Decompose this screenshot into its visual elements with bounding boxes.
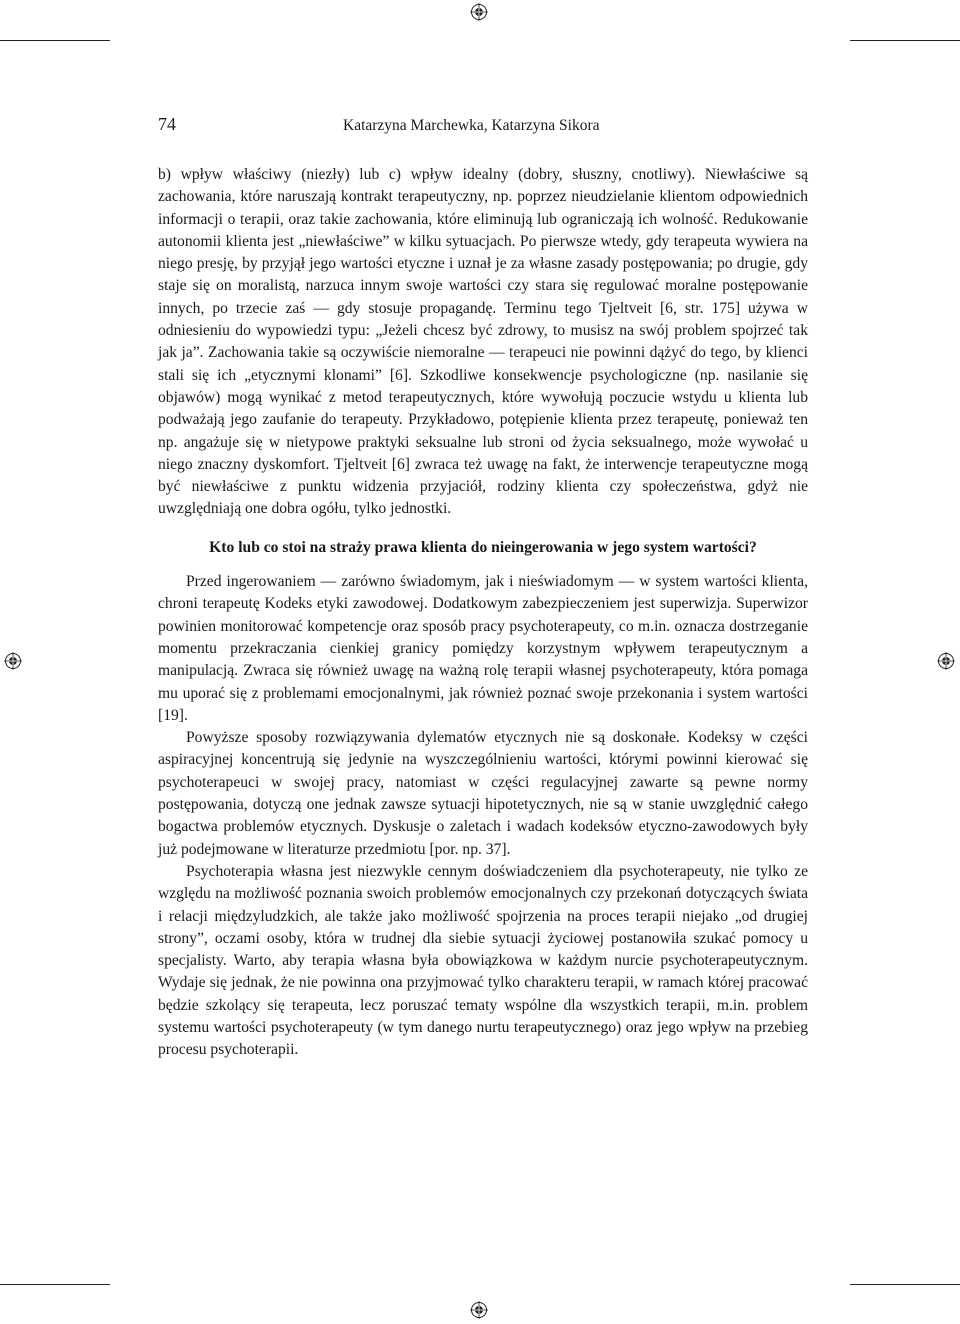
running-head-authors: Katarzyna Marchewka, Katarzyna Sikora — [343, 117, 600, 134]
section-heading: Kto lub co stoi na straży prawa klienta do nieingerowania w jego system wartości? — [209, 538, 757, 556]
paragraph-3: Powyższe sposoby rozwiązywania dylematów etycznych nie są doskonałe. Kodeksy w części aspiracyjnej koncentrują się jedynie na wyszczególnieniu wartości, którymi powinni kierować się psychoterapeuci w swojej pracy, natomiast w części regulacyjnej zawarte są pewne normy postępowania, dotyczą one jednak zawsze sytuacji hipotetycznych, nie są w stanie uwzględnić całego bogactwa problemów etycznych. Dyskusje o zaletach i wadach kodeksów etyczno-zawodowych były już podejmowane w literaturze przedmiotu [por. np. 37]. — [158, 729, 808, 858]
page-number: 74 — [158, 114, 176, 134]
registration-mark-bottom-icon — [470, 1301, 488, 1319]
crop-mark-bottom-right — [850, 1284, 960, 1285]
registration-mark-top-icon — [470, 3, 488, 21]
paragraph-2: Przed ingerowaniem — zarówno świadomym, jak i nieświadomym — w system wartości klienta, chroni terapeutę Kodeks etyki zawodowej. Dodatkowym zabezpieczeniem jest superwizja. Superwizor powinien monitorować kompetencje oraz sposób pracy psychoterapeuty, co m.in. oznacza dostrzeganie momentu przekraczania cienkiej granicy pomiędzy korzystnym wpływem terapeutycznym a manipulacją. Zwraca się również uwagę na ważną rolę terapii własnej psychoterapeuty, która pomaga mu uporać się z problemami emocjonalnymi, jak również poznać swoje przekonania i system wartości [19]. — [158, 573, 808, 724]
crop-mark-top-right — [850, 40, 960, 41]
page-header — [158, 114, 808, 140]
body-text — [158, 164, 808, 1062]
paragraph-1: b) wpływ właściwy (niezły) lub c) wpływ idealny (dobry, słuszny, cnotliwy). Niewłaściwe są zachowania, które naruszają kontrakt terapeutyczny, np. poprzez nieudzielanie klientom odpowiednich informacji o terapii, oraz takie zachowania, które eliminują lub ograniczają ich wolność. Redukowanie autonomii klienta jest „niewłaściwe” w kilku sytuacjach. Po pierwsze wtedy, gdy terapeuta wywiera na niego presję, by przyjął jego wartości etyczne i uznał je za własne zasady postępowania; po drugie, gdy staje się on moralistą, narzuca innym swoje wartości czy stara się regulować moralne postępowanie innych, po trzecie zaś — gdy stosuje propagandę. Terminu tego Tjeltveit [6, str. 175] używa w odniesieniu do wypowiedzi typu: „Jeżeli chcesz być zdrowy, to musisz na swój problem spojrzeć tak jak ja”. Zachowania takie są oczywiście niemoralne — terapeuci nie powinni dążyć do tego, by klienci stali się ich „etycznymi klonami” [6]. Szkodliwe konsekwencje psychologiczne (np. nasilanie się objawów) mogą wynikać z metod terapeutycznych, które wywołują poczucie wstydu u klienta lub podważają jego zaufanie do terapeuty. Przykładowo, potępienie klienta przez terapeutę, ponieważ ten np. angażuje się w nietypowe praktyki seksualne lub stroni od życia seksualnego, może wywołać u niego znaczny dyskomfort. Tjeltveit [6] zwraca też uwagę na fakt, że interwencje terapeutyczne mogą być niewłaściwe z punktu widzenia przyjaciół, rodziny klienta czy społeczeństwa, gdyż nie uwzględniają one dobra ogółu, tylko jednostki. — [158, 166, 808, 518]
paragraph-4: Psychoterapia własna jest niezwykle cennym doświadczeniem dla psychoterapeuty, nie tylko ze względu na możliwość poznania swoich problemów emocjonalnych czy przekonań dotyczących świata i relacji międzyludzkich, ale także jako możliwość spojrzenia na proces terapii niejako „od drugiej strony”, oczami osoby, która w trudnej dla siebie sytuacji życiowej postanowiła szukać pomocy u specjalisty. Warto, aby terapia własna była obowiązkowa w każdym nurcie psychoterapeutycznym. Wydaje się jednak, że nie powinna ona przyjmować tylko charakteru terapii, w ramach której pracować będzie szkolący się terapeuta, lecz poruszać tematy wspólne dla wszystkich terapii, m.in. problem systemu wartości psychoterapeuty (w tym danego nurtu terapeutycznego) oraz jego wpływ na przebieg procesu psychoterapii. — [158, 862, 808, 1059]
crop-mark-top-left — [0, 40, 110, 41]
registration-mark-left-icon — [4, 652, 22, 670]
registration-mark-right-icon — [937, 652, 955, 670]
crop-mark-bottom-left — [0, 1284, 110, 1285]
